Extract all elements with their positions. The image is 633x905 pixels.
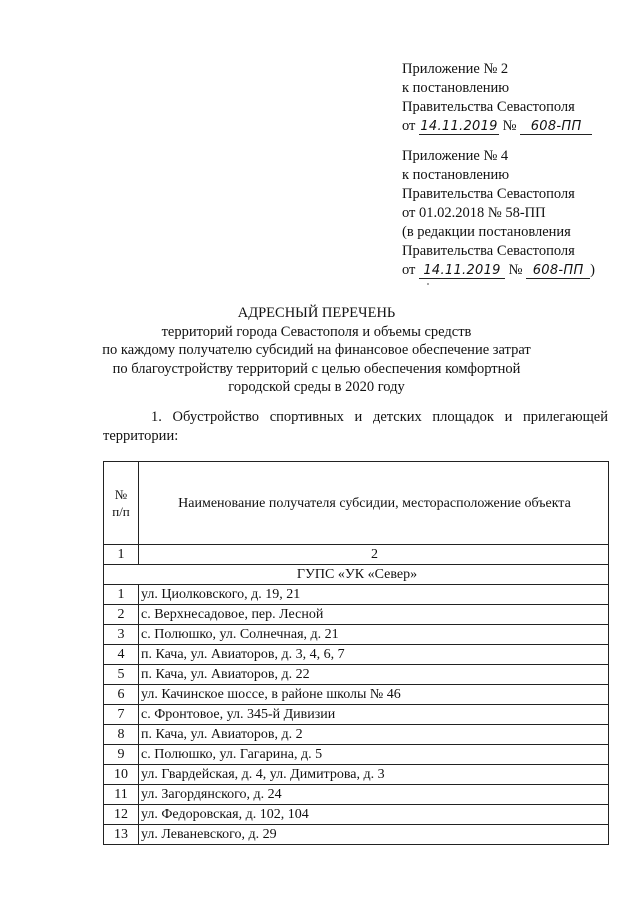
document-title-block <box>0 304 633 397</box>
column-index-1: 1 <box>104 545 139 565</box>
row-number: 13 <box>104 825 139 845</box>
row-location: п. Кача, ул. Авиаторов, д. 3, 4, 6, 7 <box>139 645 609 665</box>
annex-4-revision-authority: Правительства Севастополя <box>402 243 575 259</box>
row-number: 8 <box>104 725 139 745</box>
document-heading: АДРЕСНЫЙ ПЕРЕЧЕНЬ <box>237 305 396 321</box>
header-num-abbr: п/п <box>112 504 130 519</box>
row-location: с. Верхнесадовое, пер. Лесной <box>139 605 609 625</box>
header-num-symbol: № <box>114 487 128 502</box>
table-row <box>104 765 609 785</box>
annex-2-block <box>402 60 627 136</box>
row-number: 5 <box>104 665 139 685</box>
annex-4-date: 14.11.2019 <box>419 263 505 279</box>
row-location: п. Кача, ул. Авиаторов, д. 22 <box>139 665 609 685</box>
annex-4-ref: к постановлению <box>402 167 510 183</box>
column-index-row <box>104 545 609 565</box>
annex-2-number: 608-ПП <box>520 119 592 135</box>
annex-4-num-prefix: № <box>508 262 523 278</box>
annex-4-authority: Правительства Севастополя <box>402 186 575 202</box>
row-location: с. Фронтовое, ул. 345-й Дивизии <box>139 705 609 725</box>
row-number: 9 <box>104 745 139 765</box>
row-location: п. Кача, ул. Авиаторов, д. 2 <box>139 725 609 745</box>
row-number: 10 <box>104 765 139 785</box>
row-location: ул. Циолковского, д. 19, 21 <box>139 585 609 605</box>
annex-4-close-paren: ) <box>590 262 595 278</box>
section-intro <box>103 408 608 446</box>
annex-2-num-prefix: № <box>502 118 517 134</box>
row-location: с. Полюшко, ул. Гагарина, д. 5 <box>139 745 609 765</box>
section-intro-line-1: 1. Обустройство спортивных и детских площадок и прилегающей <box>151 409 608 425</box>
row-number: 11 <box>104 785 139 805</box>
annex-2-title: Приложение № 2 <box>402 61 509 77</box>
table-header-row <box>104 462 609 545</box>
row-number: 4 <box>104 645 139 665</box>
table-row <box>104 725 609 745</box>
row-number: 12 <box>104 805 139 825</box>
row-number: 6 <box>104 685 139 705</box>
row-number: 1 <box>104 585 139 605</box>
section-intro-line-2: территории: <box>103 428 179 444</box>
table-row <box>104 805 609 825</box>
row-location: ул. Качинское шоссе, в районе школы № 46 <box>139 685 609 705</box>
table-row <box>104 585 609 605</box>
annex-2-date-line <box>402 117 627 136</box>
title-line-1: территорий города Севастополя и объемы средств <box>161 323 472 340</box>
table-row <box>104 605 609 625</box>
row-number: 3 <box>104 625 139 645</box>
annex-2-ref: к постановлению <box>402 80 510 96</box>
column-index-2: 2 <box>139 545 609 565</box>
header-name-cell: Наименование получателя субсидии, месторасположение объекта <box>139 462 609 545</box>
title-line-4: городской среды в 2020 году <box>228 379 405 395</box>
table-row <box>104 625 609 645</box>
row-number: 7 <box>104 705 139 725</box>
group-name: ГУПС «УК «Север» <box>104 565 609 585</box>
scan-speck <box>427 283 429 285</box>
group-row <box>104 565 609 585</box>
table-row <box>104 745 609 765</box>
annex-4-date-line <box>402 261 627 280</box>
title-line-2: по каждому получателю субсидий на финансовое обеспечение затрат <box>102 342 531 358</box>
row-number: 2 <box>104 605 139 625</box>
annex-2-authority: Правительства Севастополя <box>402 99 575 115</box>
row-location: ул. Гвардейская, д. 4, ул. Димитрова, д. 3 <box>139 765 609 785</box>
title-line-3: по благоустройству территорий с целью обеспечения комфортной <box>112 360 521 377</box>
table-row <box>104 645 609 665</box>
address-table <box>103 461 609 845</box>
annex-4-title: Приложение № 4 <box>402 148 509 164</box>
annex-2-date: 14.11.2019 <box>420 119 498 134</box>
row-location: ул. Загордянского, д. 24 <box>139 785 609 805</box>
annex-4-date-prefix: от <box>402 262 416 278</box>
header-num-cell <box>104 462 139 545</box>
table-row <box>104 665 609 685</box>
row-location: ул. Федоровская, д. 102, 104 <box>139 805 609 825</box>
annex-4-original-decree: от 01.02.2018 № 58-ПП <box>402 205 546 221</box>
row-location: с. Полюшко, ул. Солнечная, д. 21 <box>139 625 609 645</box>
annex-4-revision-note: (в редакции постановления <box>402 224 571 240</box>
annex-4-number: 608-ПП <box>526 263 590 279</box>
table-row <box>104 825 609 845</box>
row-location: ул. Леваневского, д. 29 <box>139 825 609 845</box>
table-row <box>104 685 609 705</box>
table-row <box>104 785 609 805</box>
annex-4-block <box>402 147 627 280</box>
annex-2-date-prefix: от <box>402 118 416 134</box>
table-row <box>104 705 609 725</box>
